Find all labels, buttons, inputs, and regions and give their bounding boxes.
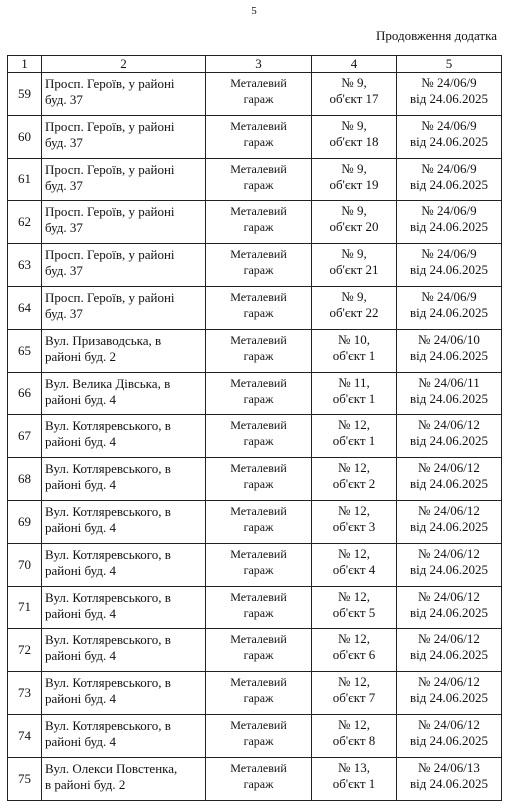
object-type-cell xyxy=(206,201,312,244)
object-number-cell xyxy=(312,244,397,287)
cell-line: гараж xyxy=(243,305,274,320)
table-row xyxy=(8,629,502,672)
cell-line: об'єкт 19 xyxy=(329,176,379,192)
cell-line: від 24.06.2025 xyxy=(409,433,489,449)
object-type-cell xyxy=(206,115,312,158)
cell-line: № 9, xyxy=(341,246,367,262)
object-number-cell xyxy=(312,629,397,672)
object-type-cell xyxy=(206,629,312,672)
column-header-5: 5 xyxy=(397,56,502,73)
cell-line: № 24/06/13 xyxy=(418,759,480,775)
annex-table xyxy=(7,55,502,801)
decision-cell xyxy=(397,586,502,629)
page-number: 5 xyxy=(251,5,257,17)
cell-line: гараж xyxy=(243,434,274,449)
cell-line: районі буд. 4 xyxy=(45,648,116,664)
cell-line: гараж xyxy=(243,391,274,406)
cell-line: № 24/06/9 xyxy=(421,75,477,90)
cell-line: районі буд. 4 xyxy=(45,691,116,707)
cell-line: № 9, xyxy=(341,117,367,133)
decision-cell xyxy=(397,757,502,800)
cell-line: від 24.06.2025 xyxy=(409,476,489,492)
cell-line: № 24/06/12 xyxy=(418,417,480,433)
cell-line: об'єкт 5 xyxy=(332,604,376,620)
cell-line: Вул. Котляревського, в xyxy=(45,632,171,648)
cell-line: гараж xyxy=(243,605,274,620)
table-row xyxy=(8,372,502,415)
decision-cell xyxy=(397,714,502,757)
object-type-cell xyxy=(206,244,312,287)
decision-cell xyxy=(397,500,502,543)
cell-line: Металевий xyxy=(230,418,287,433)
cell-line: Металевий xyxy=(230,161,287,176)
object-type-cell xyxy=(206,757,312,800)
cell-line: Металевий xyxy=(230,461,287,476)
row-number-cell: 63 xyxy=(8,244,42,287)
decision-cell xyxy=(397,672,502,715)
object-type-cell xyxy=(206,372,312,415)
object-number-cell xyxy=(312,286,397,329)
address-cell xyxy=(42,244,206,287)
cell-line: від 24.06.2025 xyxy=(409,732,489,748)
table-row xyxy=(8,543,502,586)
cell-line: гараж xyxy=(243,648,274,663)
cell-line: гараж xyxy=(243,733,274,748)
object-type-cell xyxy=(206,714,312,757)
cell-line: Металевий xyxy=(230,375,287,390)
cell-line: № 24/06/12 xyxy=(418,460,480,476)
object-number-cell xyxy=(312,714,397,757)
cell-line: від 24.06.2025 xyxy=(409,176,489,192)
cell-line: № 13, xyxy=(338,759,370,775)
address-cell xyxy=(42,672,206,715)
cell-line: № 24/06/11 xyxy=(418,374,480,390)
column-header-3: 3 xyxy=(206,56,312,73)
cell-line: Вул. Велика Дівська, в xyxy=(45,375,171,391)
cell-line: об'єкт 20 xyxy=(329,219,379,235)
object-type-cell xyxy=(206,543,312,586)
decision-cell xyxy=(397,158,502,201)
cell-line: гараж xyxy=(243,562,274,577)
row-number-cell: 70 xyxy=(8,543,42,586)
cell-line: № 24/06/12 xyxy=(418,631,480,647)
table-row xyxy=(8,586,502,629)
cell-line: об'єкт 1 xyxy=(332,775,376,791)
row-number-cell: 62 xyxy=(8,201,42,244)
row-number-cell: 65 xyxy=(8,329,42,372)
cell-line: буд. 37 xyxy=(45,263,83,279)
table-row xyxy=(8,201,502,244)
cell-line: буд. 37 xyxy=(45,92,83,107)
cell-line: районі буд. 4 xyxy=(45,562,116,578)
cell-line: районі буд. 4 xyxy=(45,391,116,407)
table-row xyxy=(8,500,502,543)
cell-line: об'єкт 2 xyxy=(332,476,376,492)
cell-line: гараж xyxy=(243,92,274,106)
cell-line: об'єкт 18 xyxy=(329,133,379,149)
decision-cell xyxy=(397,115,502,158)
cell-line: № 12, xyxy=(338,545,370,561)
object-type-cell xyxy=(206,586,312,629)
cell-line: від 24.06.2025 xyxy=(409,518,489,534)
object-number-cell xyxy=(312,586,397,629)
cell-line: № 12, xyxy=(338,417,370,433)
cell-line: Вул. Котляревського, в xyxy=(45,717,171,733)
table-row xyxy=(8,73,502,116)
object-type-cell xyxy=(206,73,312,116)
cell-line: від 24.06.2025 xyxy=(409,561,489,577)
object-number-cell xyxy=(312,115,397,158)
cell-line: № 10, xyxy=(338,331,370,347)
cell-line: № 24/06/12 xyxy=(418,545,480,561)
cell-line: від 24.06.2025 xyxy=(409,604,489,620)
cell-line: № 24/06/12 xyxy=(418,674,480,690)
table-row xyxy=(8,672,502,715)
address-cell xyxy=(42,115,206,158)
object-number-cell xyxy=(312,415,397,458)
address-cell xyxy=(42,415,206,458)
cell-line: № 12, xyxy=(338,716,370,732)
address-cell xyxy=(42,286,206,329)
cell-line: Просп. Героїв, у районі xyxy=(45,204,175,220)
cell-line: № 24/06/10 xyxy=(418,331,480,347)
cell-line: Просп. Героїв, у районі xyxy=(45,76,175,91)
cell-line: № 9, xyxy=(341,203,367,219)
cell-line: від 24.06.2025 xyxy=(409,775,489,791)
cell-line: гараж xyxy=(243,348,274,363)
address-cell xyxy=(42,158,206,201)
cell-line: від 24.06.2025 xyxy=(409,262,489,278)
header-row xyxy=(8,56,502,73)
table-row xyxy=(8,244,502,287)
cell-line: Металевий xyxy=(230,247,287,262)
cell-line: об'єкт 17 xyxy=(329,91,379,106)
table-row xyxy=(8,286,502,329)
column-header-2: 2 xyxy=(42,56,206,73)
address-cell xyxy=(42,500,206,543)
cell-line: № 24/06/12 xyxy=(418,588,480,604)
cell-line: від 24.06.2025 xyxy=(409,390,489,406)
decision-cell xyxy=(397,329,502,372)
decision-cell xyxy=(397,458,502,501)
cell-line: від 24.06.2025 xyxy=(409,133,489,149)
row-number-cell: 74 xyxy=(8,714,42,757)
object-type-cell xyxy=(206,158,312,201)
row-number-cell: 59 xyxy=(8,73,42,116)
cell-line: № 12, xyxy=(338,502,370,518)
row-number-cell: 71 xyxy=(8,586,42,629)
cell-line: об'єкт 6 xyxy=(332,647,376,663)
cell-line: об'єкт 22 xyxy=(329,304,379,320)
object-number-cell xyxy=(312,329,397,372)
cell-line: Вул. Призаводська, в xyxy=(45,332,162,348)
cell-line: Просп. Героїв, у районі xyxy=(45,118,175,134)
cell-line: Вул. Котляревського, в xyxy=(45,418,171,434)
cell-line: Вул. Котляревського, в xyxy=(45,461,171,477)
cell-line: Вул. Олекси Повстенка, xyxy=(45,760,178,776)
cell-line: Металевий xyxy=(230,204,287,219)
cell-line: об'єкт 1 xyxy=(332,433,376,449)
cell-line: Вул. Котляревського, в xyxy=(45,589,171,605)
cell-line: буд. 37 xyxy=(45,220,83,236)
address-cell xyxy=(42,543,206,586)
cell-line: Металевий xyxy=(230,546,287,561)
cell-line: № 24/06/9 xyxy=(421,117,477,133)
object-number-cell xyxy=(312,500,397,543)
cell-line: Металевий xyxy=(230,760,287,775)
row-number-cell: 69 xyxy=(8,500,42,543)
row-number-cell: 61 xyxy=(8,158,42,201)
cell-line: № 12, xyxy=(338,588,370,604)
address-cell xyxy=(42,757,206,800)
object-number-cell xyxy=(312,543,397,586)
decision-cell xyxy=(397,73,502,116)
object-number-cell xyxy=(312,73,397,116)
row-number-cell: 75 xyxy=(8,757,42,800)
decision-cell xyxy=(397,543,502,586)
cell-line: № 24/06/9 xyxy=(421,288,477,304)
cell-line: Металевий xyxy=(230,289,287,304)
cell-line: № 24/06/9 xyxy=(421,246,477,262)
address-cell xyxy=(42,201,206,244)
address-cell xyxy=(42,586,206,629)
cell-line: № 24/06/9 xyxy=(421,160,477,176)
cell-line: гараж xyxy=(243,477,274,492)
table-row xyxy=(8,757,502,800)
cell-line: Просп. Героїв, у районі xyxy=(45,161,175,177)
cell-line: гараж xyxy=(243,263,274,278)
address-cell xyxy=(42,458,206,501)
object-number-cell xyxy=(312,757,397,800)
cell-line: гараж xyxy=(243,776,274,791)
cell-line: Металевий xyxy=(230,675,287,690)
cell-line: районі буд. 4 xyxy=(45,733,116,749)
address-cell xyxy=(42,73,206,116)
cell-line: Просп. Героїв, у районі xyxy=(45,289,175,305)
cell-line: № 9, xyxy=(341,288,367,304)
cell-line: районі буд. 4 xyxy=(45,477,116,493)
cell-line: № 12, xyxy=(338,631,370,647)
cell-line: гараж xyxy=(243,134,274,149)
decision-cell xyxy=(397,201,502,244)
cell-line: об'єкт 1 xyxy=(332,347,376,363)
cell-line: від 24.06.2025 xyxy=(409,304,489,320)
cell-line: Металевий xyxy=(230,717,287,732)
table-row xyxy=(8,415,502,458)
table-row xyxy=(8,714,502,757)
object-type-cell xyxy=(206,672,312,715)
cell-line: Металевий xyxy=(230,632,287,647)
object-type-cell xyxy=(206,329,312,372)
cell-line: гараж xyxy=(243,177,274,192)
cell-line: від 24.06.2025 xyxy=(409,91,489,106)
cell-line: Металевий xyxy=(230,589,287,604)
cell-line: об'єкт 21 xyxy=(329,262,379,278)
object-number-cell xyxy=(312,672,397,715)
object-number-cell xyxy=(312,458,397,501)
cell-line: № 11, xyxy=(338,374,370,390)
table-body xyxy=(8,73,502,801)
cell-line: Просп. Героїв, у районі xyxy=(45,247,175,263)
cell-line: гараж xyxy=(243,220,274,235)
cell-line: Металевий xyxy=(230,332,287,347)
object-number-cell xyxy=(312,201,397,244)
cell-line: Вул. Котляревського, в xyxy=(45,503,171,519)
row-number-cell: 66 xyxy=(8,372,42,415)
cell-line: № 24/06/12 xyxy=(418,502,480,518)
decision-cell xyxy=(397,415,502,458)
cell-line: буд. 37 xyxy=(45,134,83,150)
cell-line: від 24.06.2025 xyxy=(409,219,489,235)
object-type-cell xyxy=(206,415,312,458)
cell-line: № 24/06/12 xyxy=(418,716,480,732)
cell-line: від 24.06.2025 xyxy=(409,347,489,363)
object-type-cell xyxy=(206,458,312,501)
cell-line: районі буд. 2 xyxy=(45,348,116,364)
cell-line: об'єкт 3 xyxy=(332,518,376,534)
cell-line: об'єкт 8 xyxy=(332,732,376,748)
row-number-cell: 72 xyxy=(8,629,42,672)
cell-line: буд. 37 xyxy=(45,177,83,193)
table-row xyxy=(8,458,502,501)
cell-line: від 24.06.2025 xyxy=(409,647,489,663)
cell-line: № 12, xyxy=(338,674,370,690)
cell-line: об'єкт 4 xyxy=(332,561,376,577)
cell-line: районі буд. 4 xyxy=(45,605,116,621)
table-row xyxy=(8,158,502,201)
row-number-cell: 68 xyxy=(8,458,42,501)
cell-line: районі буд. 4 xyxy=(45,434,116,450)
cell-line: гараж xyxy=(243,519,274,534)
decision-cell xyxy=(397,244,502,287)
row-number-cell: 67 xyxy=(8,415,42,458)
cell-line: від 24.06.2025 xyxy=(409,690,489,706)
object-number-cell xyxy=(312,372,397,415)
cell-line: районі буд. 4 xyxy=(45,519,116,535)
address-cell xyxy=(42,629,206,672)
cell-line: № 12, xyxy=(338,460,370,476)
table-row xyxy=(8,329,502,372)
cell-line: № 9, xyxy=(341,160,367,176)
cell-line: № 24/06/9 xyxy=(421,203,477,219)
object-type-cell xyxy=(206,286,312,329)
cell-line: об'єкт 7 xyxy=(332,690,376,706)
cell-line: буд. 37 xyxy=(45,305,83,321)
cell-line: Металевий xyxy=(230,76,287,90)
column-header-4: 4 xyxy=(312,56,397,73)
object-type-cell xyxy=(206,500,312,543)
address-cell xyxy=(42,714,206,757)
cell-line: об'єкт 1 xyxy=(332,390,376,406)
row-number-cell: 60 xyxy=(8,115,42,158)
decision-cell xyxy=(397,286,502,329)
cell-line: гараж xyxy=(243,691,274,706)
row-number-cell: 73 xyxy=(8,672,42,715)
cell-line: в районі буд. 2 xyxy=(45,776,126,792)
cell-line: Вул. Котляревського, в xyxy=(45,546,171,562)
row-number-cell: 64 xyxy=(8,286,42,329)
table-row xyxy=(8,115,502,158)
address-cell xyxy=(42,329,206,372)
cell-line: Металевий xyxy=(230,118,287,133)
decision-cell xyxy=(397,629,502,672)
object-number-cell xyxy=(312,158,397,201)
column-header-1: 1 xyxy=(8,56,42,73)
decision-cell xyxy=(397,372,502,415)
cell-line: Вул. Котляревського, в xyxy=(45,675,171,691)
cell-line: Металевий xyxy=(230,503,287,518)
address-cell xyxy=(42,372,206,415)
cell-line: № 9, xyxy=(341,75,367,90)
continuation-label: Продовження додатка xyxy=(376,28,497,43)
